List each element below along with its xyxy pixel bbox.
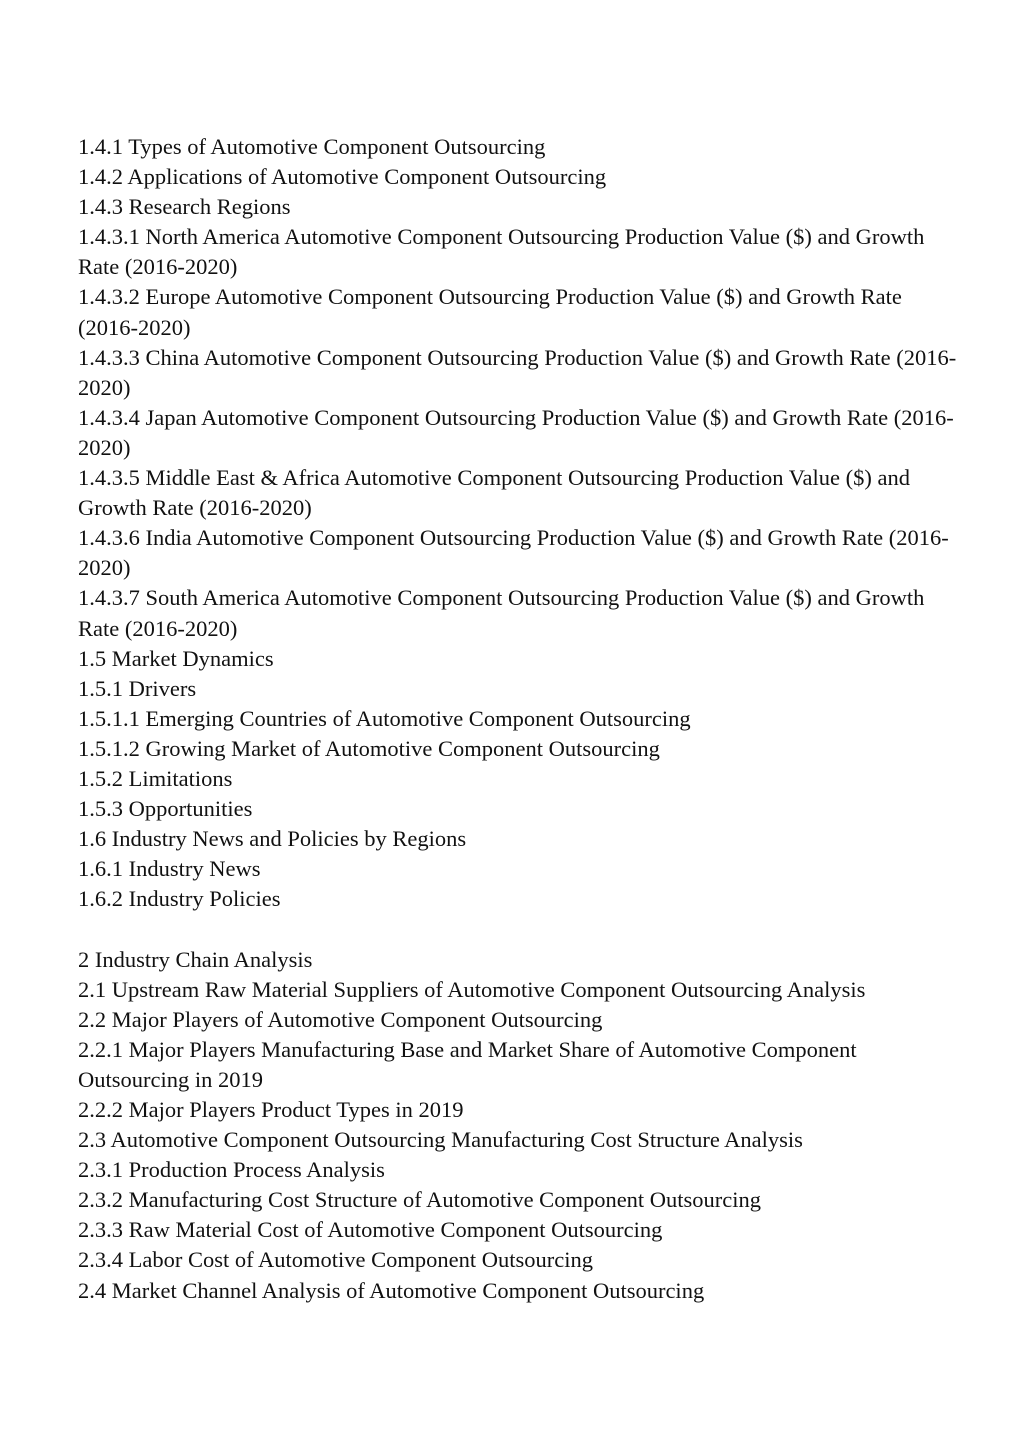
toc-line: 1.6 Industry News and Policies by Regions <box>78 826 467 852</box>
toc-line: 1.5.1 Drivers <box>78 675 197 701</box>
toc-line: 2.2.2 Major Players Product Types in 2019 <box>78 1097 464 1122</box>
toc-line: 1.4.3.5 Middle East & Africa Automotive Component Outsourcing Production Value ($) and Growth Rate (2016-2020) <box>78 465 910 521</box>
toc-section-1 <box>78 132 958 914</box>
toc-line: 1.4.1 Types of Automotive Component Outsourcing <box>78 134 546 159</box>
toc-line: 1.5.2 Limitations <box>78 765 233 791</box>
toc-line: 1.5.1.2 Growing Market of Automotive Component Outsourcing <box>78 735 660 761</box>
toc-section-2 <box>78 945 958 1306</box>
toc-line: 2.3.1 Production Process Analysis <box>78 1157 385 1183</box>
toc-line: 2.3 Automotive Component Outsourcing Manufacturing Cost Structure Analysis <box>78 1127 803 1153</box>
toc-line: 2.2 Major Players of Automotive Component Outsourcing <box>78 1006 603 1032</box>
toc-line: 1.5.1.1 Emerging Countries of Automotive Component Outsourcing <box>78 705 691 731</box>
toc-line: 2 Industry Chain Analysis <box>78 946 313 972</box>
toc-line: 1.4.3.3 China Automotive Component Outsourcing Production Value ($) and Growth Rate (2016-2020) <box>78 344 957 400</box>
toc-line: 1.4.3.7 South America Automotive Component Outsourcing Production Value ($) and Growth Rate (2016-2020) <box>78 585 925 641</box>
toc-line: 1.4.3.1 North America Automotive Component Outsourcing Production Value ($) and Growth Rate (2016-2020) <box>78 224 925 280</box>
toc-line: 1.6.1 Industry News <box>78 856 261 882</box>
toc-line: 2.3.4 Labor Cost of Automotive Component Outsourcing <box>78 1247 593 1273</box>
toc-line: 2.3.2 Manufacturing Cost Structure of Automotive Component Outsourcing <box>78 1187 762 1213</box>
section-gap <box>78 914 958 944</box>
toc-line: 1.4.3.4 Japan Automotive Component Outsourcing Production Value ($) and Growth Rate (2016-2020) <box>78 404 954 460</box>
document-page <box>78 132 958 1306</box>
toc-line: 1.4.3 Research Regions <box>78 194 291 220</box>
toc-line: 1.4.3.2 Europe Automotive Component Outsourcing Production Value ($) and Growth Rate (2016-2020) <box>78 284 902 340</box>
toc-line: 1.4.3.6 India Automotive Component Outsourcing Production Value ($) and Growth Rate (2016-2020) <box>78 525 949 581</box>
toc-line: 2.3.3 Raw Material Cost of Automotive Component Outsourcing <box>78 1217 663 1243</box>
toc-line: 1.5.3 Opportunities <box>78 796 253 822</box>
toc-line: 2.2.1 Major Players Manufacturing Base and Market Share of Automotive Component Outsourcing in 2019 <box>78 1036 857 1092</box>
toc-line: 1.4.2 Applications of Automotive Component Outsourcing <box>78 164 607 190</box>
toc-line: 2.1 Upstream Raw Material Suppliers of Automotive Component Outsourcing Analysis <box>78 976 866 1002</box>
toc-line: 1.6.2 Industry Policies <box>78 886 281 912</box>
toc-line: 2.4 Market Channel Analysis of Automotive Component Outsourcing <box>78 1277 705 1303</box>
toc-line: 1.5 Market Dynamics <box>78 645 274 671</box>
